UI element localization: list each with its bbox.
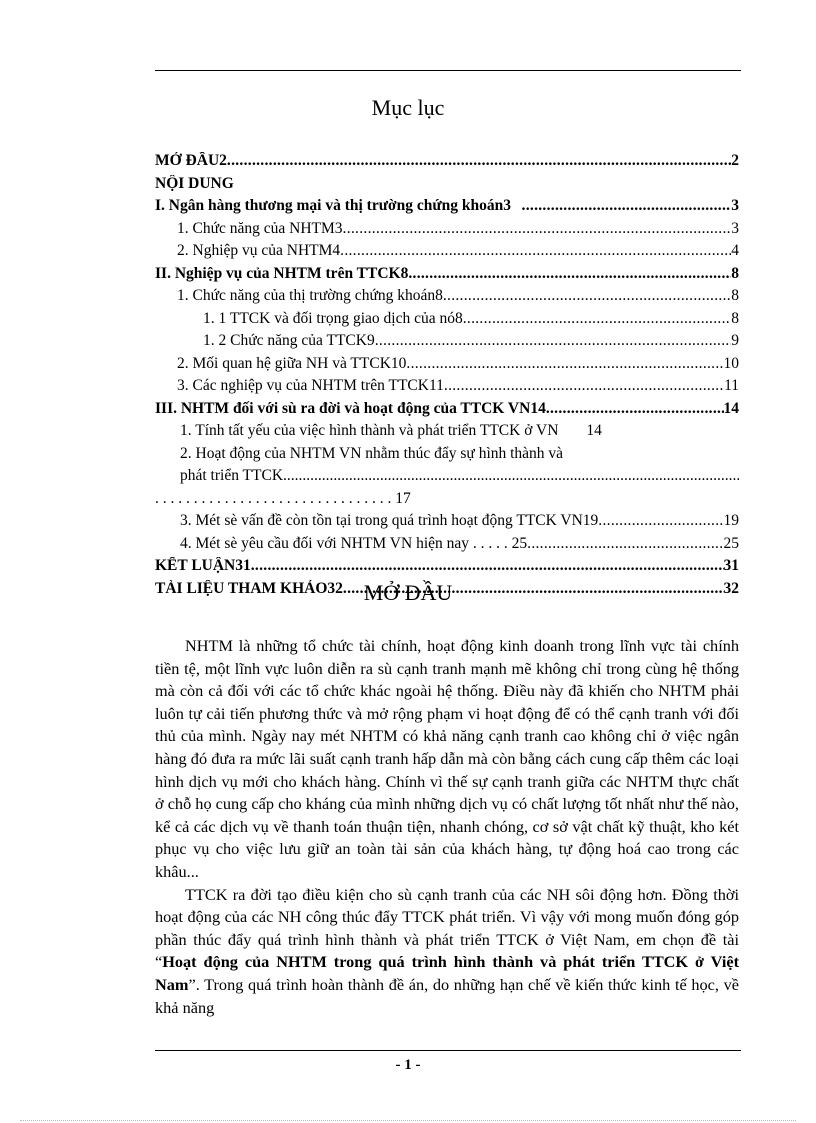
toc-entry[interactable]: 1. 2 Chức năng của TTCK9 ..... 9 [155, 332, 739, 355]
toc-entry[interactable]: I. Ngân hàng thương mại và thị trường chứng khoán3 ..... 3 [155, 197, 739, 220]
toc-entry[interactable]: 1. Tính tất yếu của việc hình thành và phát triển TTCK ở VN 14 [180, 422, 602, 439]
toc-entry[interactable]: . . . . . . . . . . . . . . . . . . . . . . . . . . . . . . . 17 [155, 489, 411, 507]
toc-entry[interactable]: 4. Mét sè yêu cầu đối với NHTM VN hiện nay . . . . . 25 ..... 25 [155, 535, 739, 558]
toc-entry[interactable]: KẾT LUẬN31 ..... 31 [155, 557, 739, 580]
toc-entry[interactable]: III. NHTM đối với sù ra đời và hoạt động của TTCK VN14 ..... 14 [155, 400, 739, 423]
page-number: - 1 - [395, 1057, 421, 1073]
toc-entry[interactable]: TÀI LIỆU THAM KHẢO32 ..... 32 [155, 580, 739, 603]
toc-entry[interactable]: 1. Chức năng của thị trường chứng khoán8 ..... 8 [155, 287, 739, 310]
toc-entry[interactable]: 2. Hoạt động của NHTM VN nhằm thúc đẩy sự hình thành và [180, 444, 564, 462]
toc-entry[interactable]: 3. Mét sè vấn đề còn tồn tại trong quá trình hoạt động TTCK VN19 ..... 19 [155, 512, 739, 535]
toc-entry[interactable]: 2. Mối quan hệ giữa NH và TTCK10 ..... 10 [155, 355, 739, 378]
toc-entry[interactable]: 2. Nghiệp vụ của NHTM4 ..... 4 [155, 242, 739, 265]
paragraph: TTCK ra đời tạo điều kiện cho sù cạnh tranh của các NH sôi động hơn. Đồng thời hoạt động của các NH công thúc đẩy TTCK phát triển. Vì vậy với mong muốn đóng góp phần thúc đẩy quá trình hình thành và phát triển TTCK ở Việt Nam, em chọn đề tài “Hoạt động của NHTM trong quá trình hình thành và phát triển TTCK ở Việt Nam”. Trong quá trình hoàn thành đề án, do những hạn chế về kiến thức kinh tế học, về khả năng [155, 884, 739, 1017]
toc-entry[interactable]: 1. Chức năng của NHTM3 ..... 3 [155, 220, 739, 243]
header-rule [155, 70, 741, 71]
toc-entry[interactable]: phát triển TTCK ..... [155, 467, 739, 490]
paragraph: NHTM là những tổ chức tài chính, hoạt động kinh doanh trong lĩnh vực tài chính tiền tệ, một lĩnh vực luôn diễn ra sù cạnh tranh mạnh mẽ không chỉ trong cùng hệ thống mà còn cả đối với các tổ chức khác ngoài hệ thống. Điều này đã khiến cho NHTM phải luôn tự cải tiến phương thức và mở rộng phạm vi hoạt động để có thể cạnh tranh với đối thủ của mình. Ngày nay mét NHTM có khả năng cạnh tranh cao không chỉ ở việc ngân hàng đó đưa ra mức lãi suất cạnh tranh hấp dẫn mà còn bằng cách cung cấp thêm các loại hình dịch vụ mới cho khách hàng. Chính vì thế sự cạnh tranh giữa các NHTM thực chất ở chỗ họ cung cấp cho kháng của mình những dịch vụ có chất lượng tốt nhất như thế nào, kể cả các dịch vụ về thanh toán thuận tiện, nhanh chóng, cơ sở vật chất kỹ thuật, kho két phục vụ cho việc lưu giữ an toàn tài sản của khách hàng, tự động hoá cao trong các khâu... [155, 636, 739, 881]
footer-rule [155, 1050, 741, 1051]
toc-entry[interactable]: II. Nghiệp vụ của NHTM trên TTCK8 ..... 8 [155, 265, 739, 288]
toc-entry[interactable]: NỘI DUNG [155, 174, 234, 192]
page-edge-divider [20, 1120, 796, 1121]
body-text [155, 635, 739, 1019]
section-heading: MỞ ĐẦU [363, 580, 453, 605]
toc-entry[interactable]: 3. Các nghiệp vụ của NHTM trên TTCK11 ..... 11 [155, 377, 739, 400]
table-of-contents [155, 152, 739, 602]
toc-title: Mục lục [371, 95, 445, 120]
toc-entry[interactable]: 1. 1 TTCK và đối trọng giao dịch của nó8 ..... 8 [155, 310, 739, 333]
toc-entry[interactable]: MỞ ĐẦU2 ..... 2 [155, 152, 739, 175]
